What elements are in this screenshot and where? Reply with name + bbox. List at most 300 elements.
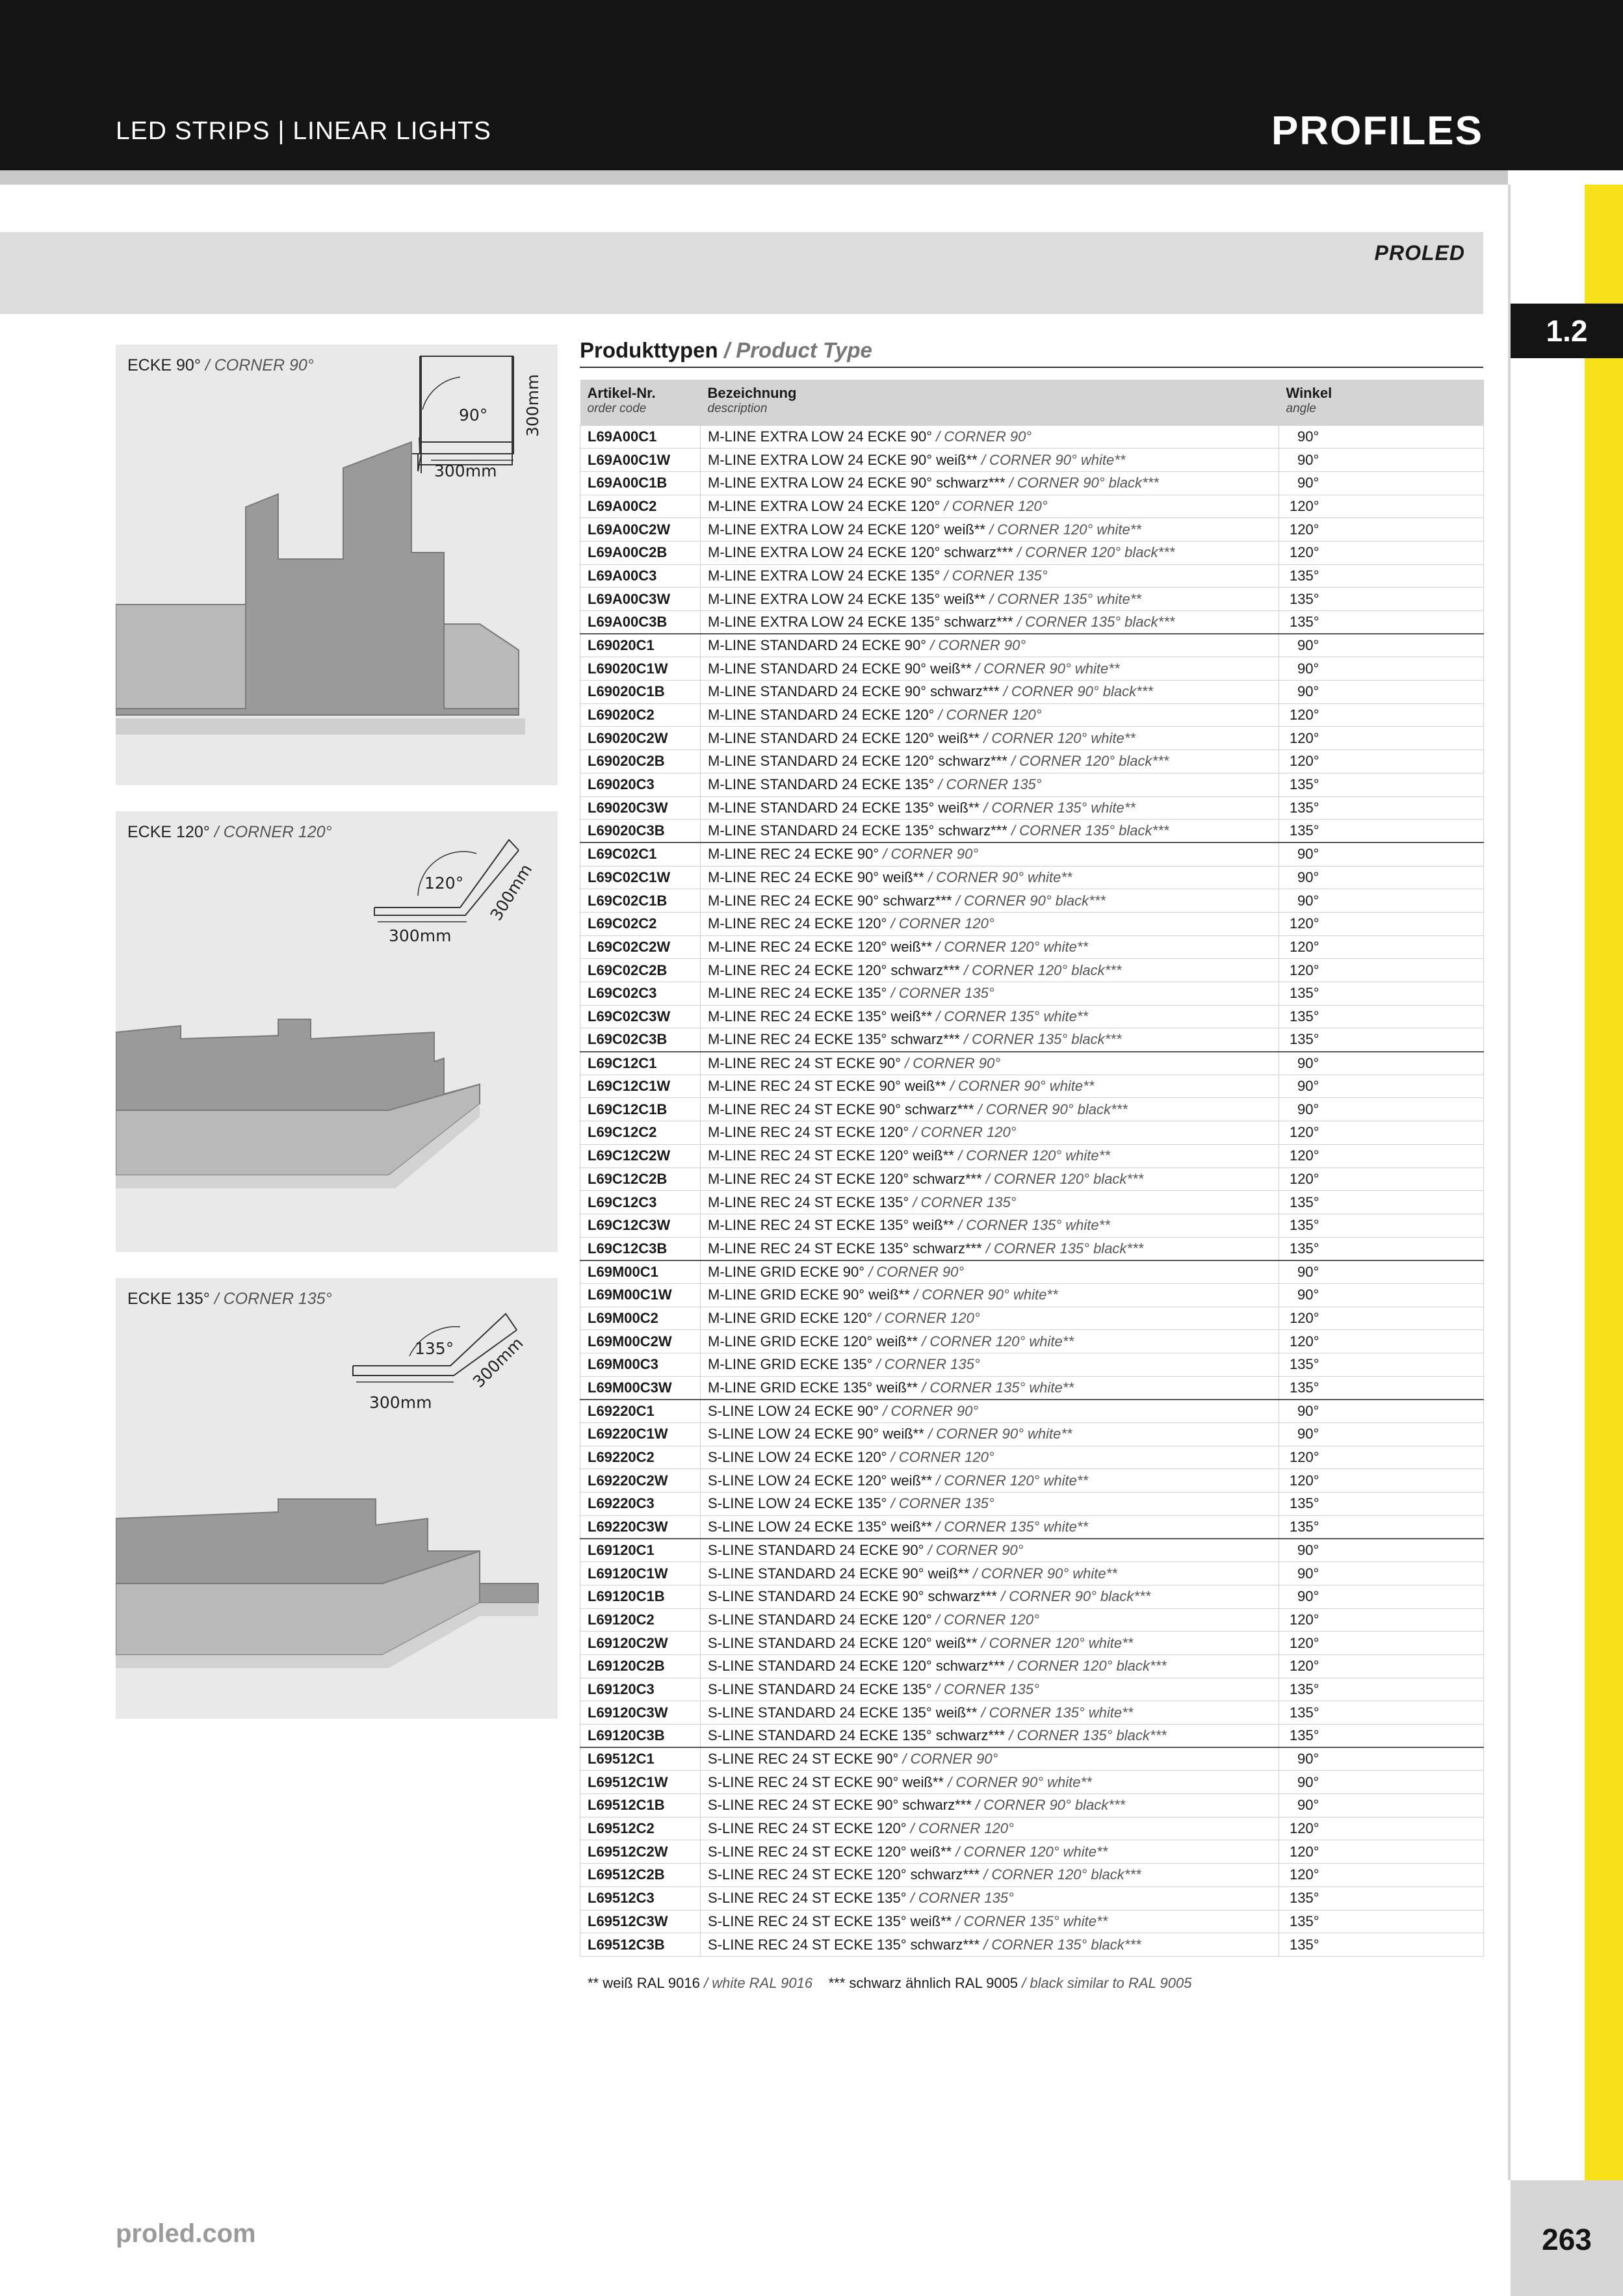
corner-120-illustration <box>116 811 558 1252</box>
order-code-cell: L69020C3 <box>580 773 701 796</box>
table-row <box>580 471 1484 495</box>
corner-135-illustration <box>116 1278 558 1719</box>
order-code-cell: L69120C2W <box>580 1632 701 1655</box>
angle-cell: 90° <box>1279 657 1484 681</box>
table-row <box>580 1353 1484 1377</box>
angle-cell: 135° <box>1279 1237 1484 1260</box>
table-row <box>580 541 1484 564</box>
description-cell: S-LINE REC 24 ST ECKE 90° schwarz*** / CORNER 90° black*** <box>701 1794 1279 1818</box>
table-row <box>580 1747 1484 1771</box>
angle-cell: 135° <box>1279 1191 1484 1214</box>
product-table-title: Produkttypen / Product Type <box>580 338 1483 368</box>
order-code-cell: L69A00C3B <box>580 611 701 634</box>
angle-cell: 135° <box>1279 1725 1484 1748</box>
order-code-cell: L69C12C2W <box>580 1144 701 1168</box>
description-cell: M-LINE REC 24 ST ECKE 135° weiß** / CORNER 135° white** <box>701 1214 1279 1237</box>
description-cell: M-LINE REC 24 ST ECKE 90° weiß** / CORNER 90° white** <box>701 1075 1279 1098</box>
angle-cell: 135° <box>1279 1678 1484 1701</box>
order-code-cell: L69220C2W <box>580 1469 701 1493</box>
corner-90-panel <box>116 345 558 785</box>
description-cell: M-LINE REC 24 ECKE 135° schwarz*** / CORNER 135° black*** <box>701 1028 1279 1052</box>
col-order-code: Artikel-Nr. order code <box>587 385 656 415</box>
order-code-cell: L69120C1W <box>580 1562 701 1585</box>
order-code-cell: L69C02C2W <box>580 935 701 959</box>
order-code-cell: L69020C1 <box>580 634 701 657</box>
angle-cell: 120° <box>1279 1654 1484 1678</box>
order-code-cell: L69220C1W <box>580 1423 701 1446</box>
description-cell: S-LINE REC 24 ST ECKE 120° schwarz*** / CORNER 120° black*** <box>701 1864 1279 1887</box>
angle-cell: 90° <box>1279 842 1484 866</box>
angle-cell: 135° <box>1279 1910 1484 1933</box>
order-code-cell: L69020C1W <box>580 657 701 681</box>
description-cell: S-LINE LOW 24 ECKE 135° weiß** / CORNER 135° white** <box>701 1515 1279 1539</box>
table-row <box>580 1400 1484 1423</box>
table-row <box>580 912 1484 935</box>
angle-cell: 120° <box>1279 703 1484 727</box>
angle-cell: 135° <box>1279 1353 1484 1377</box>
description-cell: M-LINE EXTRA LOW 24 ECKE 90° schwarz*** / CORNER 90° black*** <box>701 471 1279 495</box>
order-code-cell: L69C02C3W <box>580 1005 701 1028</box>
angle-cell: 135° <box>1279 611 1484 634</box>
angle-cell: 135° <box>1279 1376 1484 1400</box>
description-cell: M-LINE GRID ECKE 120° / CORNER 120° <box>701 1307 1279 1330</box>
angle-cell: 135° <box>1279 1933 1484 1957</box>
angle-cell: 90° <box>1279 1075 1484 1098</box>
order-code-cell: L69C12C2 <box>580 1121 701 1145</box>
angle-cell: 90° <box>1279 681 1484 704</box>
table-row <box>580 820 1484 843</box>
order-code-cell: L69C02C1 <box>580 842 701 866</box>
table-row <box>580 1585 1484 1608</box>
description-cell: M-LINE REC 24 ST ECKE 120° / CORNER 120° <box>701 1121 1279 1145</box>
corner-120-panel <box>116 811 558 1252</box>
table-row <box>580 750 1484 774</box>
table-row <box>580 1654 1484 1678</box>
table-row <box>580 1469 1484 1493</box>
angle-cell: 90° <box>1279 866 1484 889</box>
page-number: 263 <box>1542 2223 1592 2256</box>
description-cell: M-LINE GRID ECKE 135° weiß** / CORNER 135° white** <box>701 1376 1279 1400</box>
order-code-cell: L69A00C1 <box>580 425 701 449</box>
header-bar <box>0 0 1623 170</box>
description-cell: M-LINE EXTRA LOW 24 ECKE 120° / CORNER 120° <box>701 495 1279 518</box>
table-row <box>580 727 1484 750</box>
angle-cell: 90° <box>1279 1423 1484 1446</box>
description-cell: M-LINE REC 24 ECKE 90° / CORNER 90° <box>701 842 1279 866</box>
table-row <box>580 959 1484 982</box>
order-code-cell: L69020C2B <box>580 750 701 774</box>
table-row <box>580 1214 1484 1237</box>
description-cell: M-LINE EXTRA LOW 24 ECKE 135° schwarz*** / CORNER 135° black*** <box>701 611 1279 634</box>
angle-cell: 135° <box>1279 820 1484 843</box>
angle-cell: 90° <box>1279 1098 1484 1121</box>
description-cell: S-LINE LOW 24 ECKE 90° weiß** / CORNER 90° white** <box>701 1423 1279 1446</box>
angle-cell: 135° <box>1279 1493 1484 1516</box>
order-code-cell: L69M00C1 <box>580 1260 701 1284</box>
angle-cell: 135° <box>1279 1005 1484 1028</box>
table-row <box>580 449 1484 472</box>
table-row <box>580 1886 1484 1910</box>
description-cell: M-LINE STANDARD 24 ECKE 90° weiß** / CORNER 90° white** <box>701 657 1279 681</box>
table-row <box>580 1817 1484 1840</box>
angle-cell: 120° <box>1279 1168 1484 1191</box>
order-code-cell: L69C12C1B <box>580 1098 701 1121</box>
angle-cell: 135° <box>1279 1028 1484 1052</box>
table-row <box>580 657 1484 681</box>
description-cell: M-LINE EXTRA LOW 24 ECKE 120° schwarz*** / CORNER 120° black*** <box>701 541 1279 564</box>
order-code-cell: L69120C1 <box>580 1539 701 1562</box>
order-code-cell: L69C12C1W <box>580 1075 701 1098</box>
angle-cell: 135° <box>1279 564 1484 588</box>
angle-cell: 120° <box>1279 518 1484 541</box>
table-row <box>580 1840 1484 1864</box>
table-row <box>580 1515 1484 1539</box>
description-cell: M-LINE STANDARD 24 ECKE 135° weiß** / CORNER 135° white** <box>701 796 1279 820</box>
description-cell: S-LINE STANDARD 24 ECKE 90° / CORNER 90° <box>701 1539 1279 1562</box>
order-code-cell: L69A00C2B <box>580 541 701 564</box>
order-code-cell: L69M00C2 <box>580 1307 701 1330</box>
table-row <box>580 1864 1484 1887</box>
description-cell: M-LINE STANDARD 24 ECKE 135° / CORNER 135° <box>701 773 1279 796</box>
table-row <box>580 703 1484 727</box>
brand-band <box>0 232 1483 314</box>
table-row <box>580 1701 1484 1725</box>
order-code-cell: L69M00C1W <box>580 1283 701 1307</box>
description-cell: M-LINE REC 24 ST ECKE 135° / CORNER 135° <box>701 1191 1279 1214</box>
order-code-cell: L69512C2B <box>580 1864 701 1887</box>
angle-label: 120° <box>424 874 464 893</box>
description-cell: M-LINE REC 24 ST ECKE 135° schwarz*** / CORNER 135° black*** <box>701 1237 1279 1260</box>
description-cell: S-LINE REC 24 ST ECKE 120° / CORNER 120° <box>701 1817 1279 1840</box>
description-cell: M-LINE REC 24 ECKE 120° / CORNER 120° <box>701 912 1279 935</box>
order-code-cell: L69A00C2 <box>580 495 701 518</box>
order-code-cell: L69020C3W <box>580 796 701 820</box>
table-row <box>580 1632 1484 1655</box>
table-row <box>580 1144 1484 1168</box>
website-link[interactable]: proled.com <box>116 2219 256 2248</box>
description-cell: M-LINE REC 24 ST ECKE 90° / CORNER 90° <box>701 1052 1279 1075</box>
description-cell: S-LINE REC 24 ST ECKE 135° / CORNER 135° <box>701 1886 1279 1910</box>
accent-bar <box>1585 185 1623 2180</box>
order-code-cell: L69512C1W <box>580 1771 701 1794</box>
angle-cell: 135° <box>1279 1515 1484 1539</box>
table-row <box>580 634 1484 657</box>
table-row <box>580 773 1484 796</box>
order-code-cell: L69C02C1B <box>580 889 701 913</box>
table-row <box>580 1933 1484 1957</box>
description-cell: S-LINE REC 24 ST ECKE 90° weiß** / CORNER 90° white** <box>701 1771 1279 1794</box>
description-cell: M-LINE STANDARD 24 ECKE 120° / CORNER 120° <box>701 703 1279 727</box>
product-table-section <box>580 338 1483 1957</box>
order-code-cell: L69120C3W <box>580 1701 701 1725</box>
order-code-cell: L69220C2 <box>580 1446 701 1469</box>
panel-label: ECKE 135° / CORNER 135° <box>127 1290 332 1308</box>
order-code-cell: L69C12C2B <box>580 1168 701 1191</box>
angle-cell: 120° <box>1279 1330 1484 1353</box>
angle-cell: 120° <box>1279 912 1484 935</box>
table-row <box>580 1493 1484 1516</box>
header-stripe <box>0 170 1508 185</box>
table-row <box>580 425 1484 449</box>
section-tab[interactable]: 1.2 <box>1511 304 1623 358</box>
order-code-cell: L69C02C2B <box>580 959 701 982</box>
table-row <box>580 1446 1484 1469</box>
order-code-cell: L69120C2 <box>580 1608 701 1632</box>
angle-cell: 135° <box>1279 588 1484 611</box>
angle-cell: 135° <box>1279 982 1484 1006</box>
angle-cell: 90° <box>1279 634 1484 657</box>
description-cell: S-LINE REC 24 ST ECKE 135° schwarz*** / CORNER 135° black*** <box>701 1933 1279 1957</box>
table-row <box>580 1539 1484 1562</box>
description-cell: M-LINE EXTRA LOW 24 ECKE 135° weiß** / CORNER 135° white** <box>701 588 1279 611</box>
table-row <box>580 1237 1484 1260</box>
angle-cell: 120° <box>1279 1307 1484 1330</box>
order-code-cell: L69220C3W <box>580 1515 701 1539</box>
description-cell: M-LINE EXTRA LOW 24 ECKE 120° weiß** / CORNER 120° white** <box>701 518 1279 541</box>
product-table <box>580 380 1484 1957</box>
order-code-cell: L69A00C1B <box>580 471 701 495</box>
width-label: 300mm <box>434 462 497 480</box>
angle-cell: 120° <box>1279 1446 1484 1469</box>
angle-cell: 120° <box>1279 727 1484 750</box>
angle-cell: 90° <box>1279 1052 1484 1075</box>
table-row <box>580 1376 1484 1400</box>
height-label: 300mm <box>523 374 542 437</box>
angle-cell: 135° <box>1279 1214 1484 1237</box>
table-row <box>580 681 1484 704</box>
order-code-cell: L69220C3 <box>580 1493 701 1516</box>
order-code-cell: L69512C1 <box>580 1747 701 1771</box>
table-row <box>580 1098 1484 1121</box>
description-cell: M-LINE STANDARD 24 ECKE 120° weiß** / CORNER 120° white** <box>701 727 1279 750</box>
description-cell: S-LINE STANDARD 24 ECKE 90° schwarz*** / CORNER 90° black*** <box>701 1585 1279 1608</box>
order-code-cell: L69020C1B <box>580 681 701 704</box>
table-row <box>580 866 1484 889</box>
order-code-cell: L69512C3 <box>580 1886 701 1910</box>
angle-cell: 120° <box>1279 1469 1484 1493</box>
description-cell: M-LINE REC 24 ST ECKE 120° weiß** / CORNER 120° white** <box>701 1144 1279 1168</box>
order-code-cell: L69M00C3W <box>580 1376 701 1400</box>
description-cell: S-LINE REC 24 ST ECKE 120° weiß** / CORNER 120° white** <box>701 1840 1279 1864</box>
angle-cell: 90° <box>1279 1283 1484 1307</box>
description-cell: S-LINE REC 24 ST ECKE 90° / CORNER 90° <box>701 1747 1279 1771</box>
description-cell: M-LINE STANDARD 24 ECKE 120° schwarz*** / CORNER 120° black*** <box>701 750 1279 774</box>
table-row <box>580 1794 1484 1818</box>
footnote: ** weiß RAL 9016 / white RAL 9016 *** schwarz ähnlich RAL 9005 / black similar to RAL 9005 <box>588 1975 1192 1991</box>
angle-cell: 120° <box>1279 1840 1484 1864</box>
table-row <box>580 1562 1484 1585</box>
order-code-cell: L69A00C1W <box>580 449 701 472</box>
order-code-cell: L69020C3B <box>580 820 701 843</box>
table-row <box>580 796 1484 820</box>
length-label: 300mm <box>469 1333 527 1392</box>
col-angle: Winkel angle <box>1286 385 1332 415</box>
proled-logo: PROLED <box>1374 241 1465 265</box>
order-code-cell: L69C02C2 <box>580 912 701 935</box>
description-cell: S-LINE STANDARD 24 ECKE 120° weiß** / CORNER 120° white** <box>701 1632 1279 1655</box>
description-cell: S-LINE STANDARD 24 ECKE 120° / CORNER 120° <box>701 1608 1279 1632</box>
order-code-cell: L69M00C2W <box>580 1330 701 1353</box>
table-row <box>580 1168 1484 1191</box>
table-row <box>580 495 1484 518</box>
angle-cell: 90° <box>1279 471 1484 495</box>
panel-label: ECKE 120° / CORNER 120° <box>127 823 332 841</box>
description-cell: S-LINE STANDARD 24 ECKE 135° schwarz*** / CORNER 135° black*** <box>701 1725 1279 1748</box>
length-label: 300mm <box>486 861 536 924</box>
angle-cell: 135° <box>1279 796 1484 820</box>
description-cell: M-LINE REC 24 ECKE 120° schwarz*** / CORNER 120° black*** <box>701 959 1279 982</box>
order-code-cell: L69C12C3W <box>580 1214 701 1237</box>
page-number-box <box>1511 2180 1623 2296</box>
description-cell: M-LINE STANDARD 24 ECKE 90° / CORNER 90° <box>701 634 1279 657</box>
order-code-cell: L69220C1 <box>580 1400 701 1423</box>
order-code-cell: L69120C3 <box>580 1678 701 1701</box>
description-cell: S-LINE STANDARD 24 ECKE 135° / CORNER 135° <box>701 1678 1279 1701</box>
table-row <box>580 1771 1484 1794</box>
angle-cell: 90° <box>1279 1562 1484 1585</box>
angle-cell: 120° <box>1279 750 1484 774</box>
description-cell: S-LINE LOW 24 ECKE 120° weiß** / CORNER 120° white** <box>701 1469 1279 1493</box>
table-row <box>580 1260 1484 1284</box>
page-title: PROFILES <box>1271 109 1483 153</box>
description-cell: S-LINE REC 24 ST ECKE 135° weiß** / CORNER 135° white** <box>701 1910 1279 1933</box>
table-row <box>580 1608 1484 1632</box>
order-code-cell: L69512C3B <box>580 1933 701 1957</box>
description-cell: M-LINE REC 24 ST ECKE 120° schwarz*** / CORNER 120° black*** <box>701 1168 1279 1191</box>
angle-cell: 120° <box>1279 1121 1484 1145</box>
table-row <box>580 889 1484 913</box>
order-code-cell: L69C02C1W <box>580 866 701 889</box>
table-row <box>580 1005 1484 1028</box>
description-cell: M-LINE REC 24 ST ECKE 90° schwarz*** / CORNER 90° black*** <box>701 1098 1279 1121</box>
description-cell: M-LINE GRID ECKE 90° / CORNER 90° <box>701 1260 1279 1284</box>
description-cell: S-LINE STANDARD 24 ECKE 120° schwarz*** / CORNER 120° black*** <box>701 1654 1279 1678</box>
order-code-cell: L69512C1B <box>580 1794 701 1818</box>
description-cell: M-LINE REC 24 ECKE 90° weiß** / CORNER 90° white** <box>701 866 1279 889</box>
order-code-cell: L69120C3B <box>580 1725 701 1748</box>
angle-cell: 120° <box>1279 1864 1484 1887</box>
angle-cell: 120° <box>1279 1817 1484 1840</box>
table-row <box>580 1307 1484 1330</box>
table-row <box>580 1052 1484 1075</box>
table-row <box>580 935 1484 959</box>
width-label: 300mm <box>369 1393 432 1412</box>
angle-cell: 120° <box>1279 1144 1484 1168</box>
table-row <box>580 1678 1484 1701</box>
angle-cell: 135° <box>1279 1886 1484 1910</box>
order-code-cell: L69C02C3 <box>580 982 701 1006</box>
angle-cell: 120° <box>1279 959 1484 982</box>
angle-cell: 90° <box>1279 1771 1484 1794</box>
table-row <box>580 1191 1484 1214</box>
angle-cell: 90° <box>1279 425 1484 449</box>
corner-135-panel <box>116 1278 558 1719</box>
order-code-cell: L69020C2 <box>580 703 701 727</box>
panel-label: ECKE 90° / CORNER 90° <box>127 356 314 374</box>
order-code-cell: L69A00C3W <box>580 588 701 611</box>
width-label: 300mm <box>389 926 452 945</box>
angle-cell: 90° <box>1279 1794 1484 1818</box>
angle-cell: 135° <box>1279 773 1484 796</box>
description-cell: S-LINE LOW 24 ECKE 90° / CORNER 90° <box>701 1400 1279 1423</box>
order-code-cell: L69120C1B <box>580 1585 701 1608</box>
table-row <box>580 1910 1484 1933</box>
angle-label: 135° <box>415 1339 454 1358</box>
table-row <box>580 1075 1484 1098</box>
order-code-cell: L69M00C3 <box>580 1353 701 1377</box>
angle-cell: 90° <box>1279 449 1484 472</box>
description-cell: M-LINE EXTRA LOW 24 ECKE 90° / CORNER 90° <box>701 425 1279 449</box>
angle-cell: 120° <box>1279 1632 1484 1655</box>
order-code-cell: L69120C2B <box>580 1654 701 1678</box>
table-row <box>580 564 1484 588</box>
table-row <box>580 842 1484 866</box>
description-cell: M-LINE REC 24 ECKE 120° weiß** / CORNER 120° white** <box>701 935 1279 959</box>
description-cell: M-LINE REC 24 ECKE 90° schwarz*** / CORNER 90° black*** <box>701 889 1279 913</box>
description-cell: M-LINE STANDARD 24 ECKE 90° schwarz*** / CORNER 90° black*** <box>701 681 1279 704</box>
right-divider <box>1508 185 1511 2180</box>
table-header-row <box>580 380 1484 425</box>
order-code-cell: L69512C2 <box>580 1817 701 1840</box>
table-row <box>580 1283 1484 1307</box>
order-code-cell: L69A00C2W <box>580 518 701 541</box>
order-code-cell: L69020C2W <box>580 727 701 750</box>
table-row <box>580 1028 1484 1052</box>
table-row <box>580 1121 1484 1145</box>
table-row <box>580 1423 1484 1446</box>
angle-cell: 90° <box>1279 1539 1484 1562</box>
description-cell: M-LINE GRID ECKE 135° / CORNER 135° <box>701 1353 1279 1377</box>
angle-cell: 90° <box>1279 889 1484 913</box>
angle-cell: 90° <box>1279 1260 1484 1284</box>
description-cell: S-LINE LOW 24 ECKE 135° / CORNER 135° <box>701 1493 1279 1516</box>
description-cell: M-LINE REC 24 ECKE 135° weiß** / CORNER 135° white** <box>701 1005 1279 1028</box>
table-row <box>580 1330 1484 1353</box>
table-row <box>580 982 1484 1006</box>
order-code-cell: L69C12C1 <box>580 1052 701 1075</box>
table-row <box>580 588 1484 611</box>
description-cell: S-LINE LOW 24 ECKE 120° / CORNER 120° <box>701 1446 1279 1469</box>
table-row <box>580 611 1484 634</box>
angle-cell: 90° <box>1279 1747 1484 1771</box>
description-cell: M-LINE EXTRA LOW 24 ECKE 135° / CORNER 135° <box>701 564 1279 588</box>
order-code-cell: L69C12C3B <box>580 1237 701 1260</box>
description-cell: M-LINE GRID ECKE 120° weiß** / CORNER 120° white** <box>701 1330 1279 1353</box>
corner-90-illustration <box>116 345 558 785</box>
angle-cell: 90° <box>1279 1585 1484 1608</box>
angle-cell: 120° <box>1279 1608 1484 1632</box>
order-code-cell: L69512C3W <box>580 1910 701 1933</box>
description-cell: M-LINE EXTRA LOW 24 ECKE 90° weiß** / CORNER 90° white** <box>701 449 1279 472</box>
category-title: LED STRIPS | LINEAR LIGHTS <box>116 117 491 145</box>
col-description: Bezeichnung description <box>707 385 797 415</box>
order-code-cell: L69A00C3 <box>580 564 701 588</box>
order-code-cell: L69C02C3B <box>580 1028 701 1052</box>
description-cell: S-LINE STANDARD 24 ECKE 135° weiß** / CORNER 135° white** <box>701 1701 1279 1725</box>
description-cell: M-LINE STANDARD 24 ECKE 135° schwarz*** / CORNER 135° black*** <box>701 820 1279 843</box>
order-code-cell: L69512C2W <box>580 1840 701 1864</box>
table-row <box>580 1725 1484 1748</box>
angle-cell: 135° <box>1279 1701 1484 1725</box>
description-cell: M-LINE GRID ECKE 90° weiß** / CORNER 90° white** <box>701 1283 1279 1307</box>
angle-cell: 120° <box>1279 495 1484 518</box>
description-cell: M-LINE REC 24 ECKE 135° / CORNER 135° <box>701 982 1279 1006</box>
description-cell: S-LINE STANDARD 24 ECKE 90° weiß** / CORNER 90° white** <box>701 1562 1279 1585</box>
order-code-cell: L69C12C3 <box>580 1191 701 1214</box>
table-row <box>580 518 1484 541</box>
angle-label: 90° <box>459 406 488 424</box>
angle-cell: 120° <box>1279 935 1484 959</box>
